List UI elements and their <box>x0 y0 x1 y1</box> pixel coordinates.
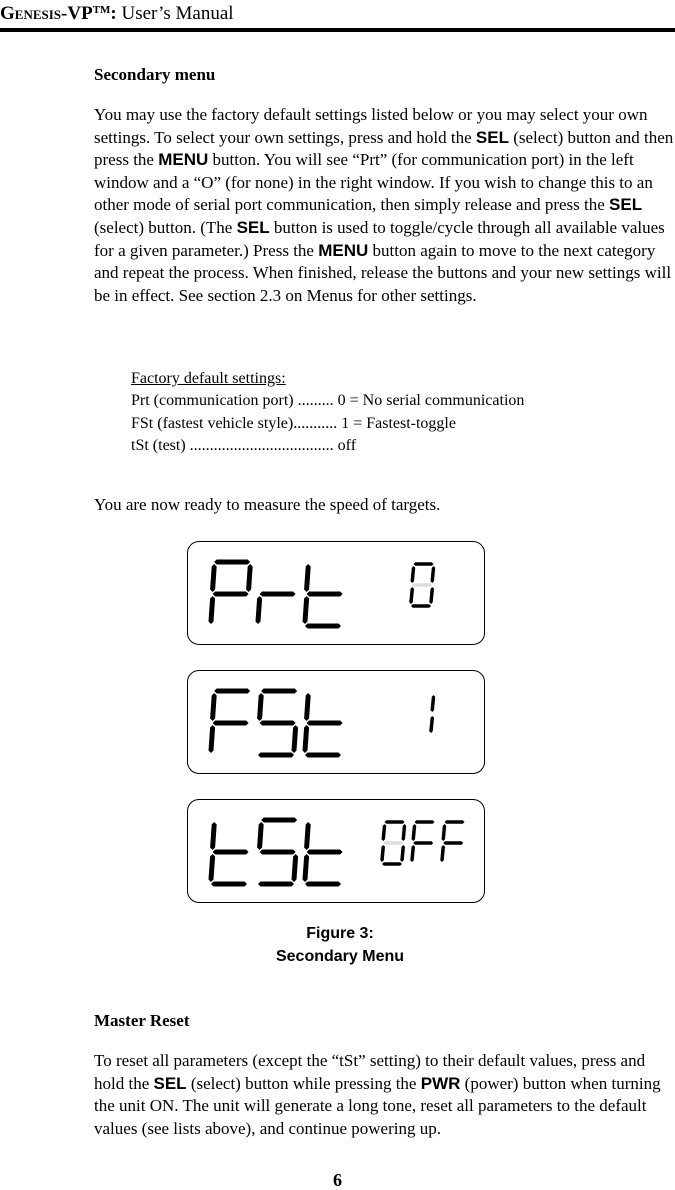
button-name-sel: SEL <box>153 1073 187 1093</box>
param-label: FSt (fastest vehicle style)........... <box>131 414 342 432</box>
lcd-display-fst <box>187 670 485 774</box>
master-reset-paragraph: To reset all parameters (except the “tSt” setting) to their default values, press and hold the SEL (select) button while pressing the PWR (power) button when turning the unit ON. The unit will generate a long tone, reset all parameters to the default values (see lists above), and continue powering up. <box>94 1051 661 1138</box>
lcd-display-tst <box>187 799 485 903</box>
lcd-char-right <box>380 820 406 866</box>
lcd-char-right <box>410 820 434 862</box>
trademark-symbol: TM <box>92 4 111 16</box>
lcd-char-left <box>209 822 249 887</box>
button-name-sel: SEL <box>236 217 270 237</box>
lcd-char-right <box>409 562 435 608</box>
factory-defaults-list <box>131 368 524 457</box>
header-subtitle: User’s Manual <box>116 3 234 24</box>
product-name: Genesis-VP <box>0 3 93 24</box>
button-name-menu: MENU <box>318 240 369 260</box>
section-title-secondary-menu: Secondary menu <box>94 65 216 84</box>
figure-caption-title: Secondary Menu <box>275 948 405 965</box>
lcd-char-left <box>209 689 251 754</box>
page-number: 6 <box>333 1170 342 1190</box>
lcd-char-left <box>303 564 343 629</box>
lcd-char-left <box>257 689 298 758</box>
lcd-char-right <box>440 820 464 862</box>
button-name-sel: SEL <box>609 195 643 215</box>
figure-caption-label: Figure 3: <box>306 925 374 942</box>
param-label: tSt (test) .................................... <box>131 436 338 454</box>
defaults-row-prt <box>131 390 524 412</box>
lcd-char-right <box>429 695 435 733</box>
param-value: off <box>337 436 357 454</box>
param-label: Prt (communication port) ......... <box>131 392 338 410</box>
running-header <box>0 0 234 24</box>
section-title-master-reset: Master Reset <box>94 1011 190 1030</box>
header-rule <box>0 28 675 32</box>
lcd-char-left <box>303 822 343 887</box>
defaults-row-fst <box>131 413 524 435</box>
button-name-pwr: PWR <box>420 1073 461 1093</box>
lcd-char-left <box>209 560 253 625</box>
param-value: 0 = No serial communication <box>337 392 525 410</box>
lcd-char-left <box>257 818 298 887</box>
defaults-row-tst <box>131 435 524 457</box>
lcd-char-left <box>303 693 343 758</box>
lcd-char-left <box>256 592 296 625</box>
button-name-menu: MENU <box>158 150 209 170</box>
factory-defaults-title: Factory default settings: <box>131 370 286 387</box>
lcd-display-prt <box>187 541 485 645</box>
button-name-sel: SEL <box>475 127 509 147</box>
secondary-menu-paragraph: You may use the factory default settings listed below or you may select your own settings. To select your own settings, press and hold the SEL (select) button and then press the MENU button. You will see “Prt” (for communication port) in the left window and a “O” (for none) in the right window. If you wish to change this to an other mode of serial port communication, then simply release and press the SEL (select) button. (The SEL button is used to toggle/cycle through all available values for a given parameter.) Press the MENU button again to move to the next category and repeat the process. When finished, release the buttons and your new settings will be in effect. See section 2.3 on Menus for other settings. <box>94 105 674 305</box>
ready-text: You are now ready to measure the speed of targets. <box>94 495 441 514</box>
param-value: 1 = Fastest-toggle <box>341 414 456 432</box>
header-separator: : <box>110 3 117 24</box>
